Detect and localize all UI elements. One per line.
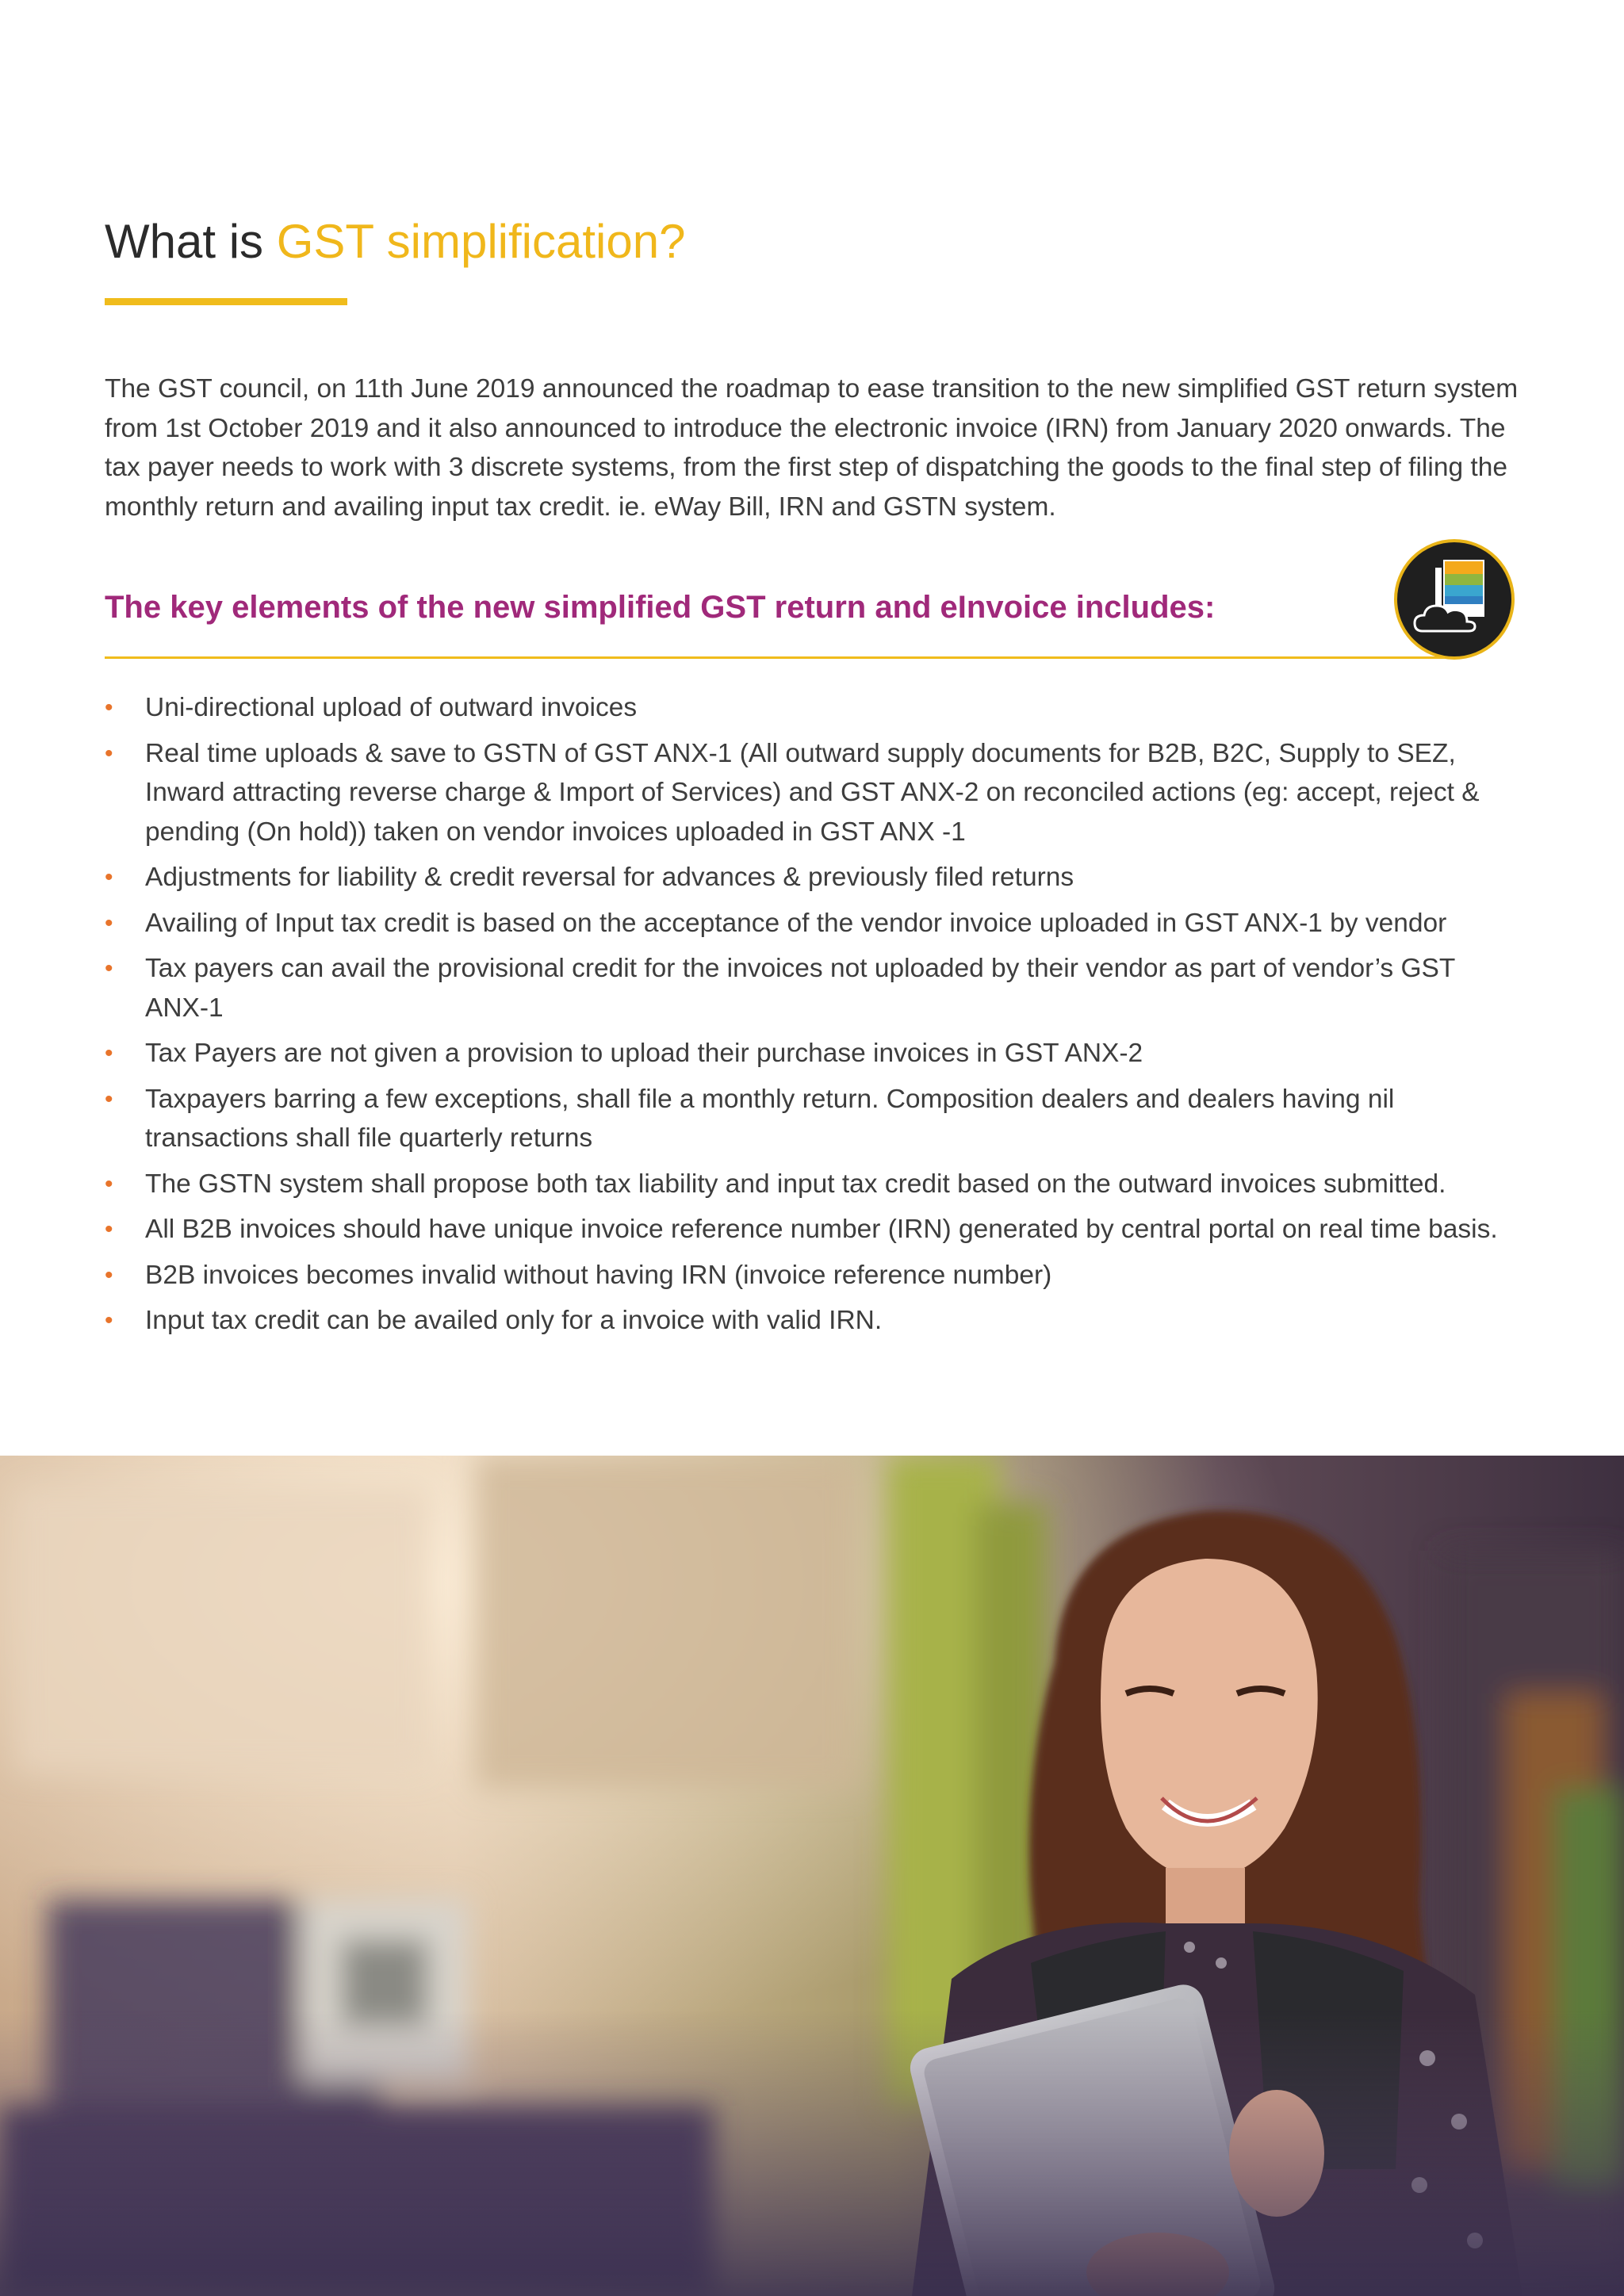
list-item — [105, 1080, 1524, 1158]
bullet-marker: • — [105, 740, 113, 767]
bullet-marker: • — [105, 1040, 113, 1066]
hero-photo — [0, 1456, 1624, 2296]
title-lead: What is — [105, 215, 277, 268]
list-item-text: Tax Payers are not given a provision to upload their purchase invoices in GST ANX-2 — [145, 1039, 1143, 1068]
bullet-marker: • — [105, 864, 113, 890]
list-item — [105, 1210, 1524, 1249]
list-item-text: The GSTN system shall propose both tax liability and input tax credit based on the outward invoices submitted. — [145, 1169, 1446, 1199]
bullet-marker: • — [105, 1216, 113, 1242]
key-elements-list — [105, 688, 1524, 1347]
list-item-text: Real time uploads & save to GSTN of GST ANX-1 (All outward supply documents for B2B, B2C, Supply to SEZ, Inward attracting reverse charge & Import of Services) and GST ANX-2 on reconciled actions (eg: accept, reject & pending (On hold)) taken on vendor invoices uploaded in GST ANX -1 — [145, 738, 1480, 847]
list-item-text: Input tax credit can be availed only for a invoice with valid IRN. — [145, 1306, 883, 1335]
title-accent: GST simplification? — [276, 215, 686, 268]
list-item — [105, 734, 1524, 852]
title-underline — [105, 298, 347, 305]
list-item — [105, 1301, 1524, 1341]
section-subheading: The key elements of the new simplified GST return and eInvoice includes: — [105, 590, 1216, 625]
list-item — [105, 858, 1524, 897]
bullet-marker: • — [105, 1307, 113, 1334]
bullet-marker: • — [105, 909, 113, 936]
list-item-text: Adjustments for liability & credit reversal for advances & previously filed returns — [145, 863, 1074, 892]
bullet-marker: • — [105, 1085, 113, 1112]
list-item — [105, 949, 1524, 1027]
list-item-text: Taxpayers barring a few exceptions, shall file a monthly return. Composition dealers and dealers having nil transactions shall file quarterly returns — [145, 1084, 1395, 1153]
list-item-text: Tax payers can avail the provisional credit for the invoices not uploaded by their vendor as part of vendor’s GST ANX-1 — [145, 954, 1455, 1023]
list-item — [105, 1165, 1524, 1204]
list-item-text: B2B invoices becomes invalid without having IRN (invoice reference number) — [145, 1260, 1052, 1290]
bullet-marker: • — [105, 695, 113, 721]
bullet-marker: • — [105, 955, 113, 982]
bullet-marker: • — [105, 1261, 113, 1288]
bullet-marker: • — [105, 1170, 113, 1197]
list-item — [105, 1256, 1524, 1295]
list-item-text: All B2B invoices should have unique invoice reference number (IRN) generated by central portal on real time basis. — [145, 1215, 1498, 1244]
subheading-rule — [105, 656, 1445, 659]
list-item — [105, 904, 1524, 943]
list-item — [105, 1034, 1524, 1073]
page-title — [105, 216, 685, 268]
list-item — [105, 688, 1524, 728]
list-item-text: Availing of Input tax credit is based on the acceptance of the vendor invoice uploaded in GST ANX-1 by vendor — [145, 908, 1447, 938]
cloud-document-icon — [1394, 539, 1515, 660]
intro-paragraph: The GST council, on 11th June 2019 announced the roadmap to ease transition to the new simplified GST return system from 1st October 2019 and it also announced to introduce the electronic invoice (IRN) from January 2020 onwards. The tax payer needs to work with 3 discrete systems, from the first step of dispatching the goods to the final step of filing the monthly return and availing input tax credit. ie. eWay Bill, IRN and GSTN system. — [105, 374, 1519, 522]
list-item-text: Uni-directional upload of outward invoices — [145, 693, 638, 722]
